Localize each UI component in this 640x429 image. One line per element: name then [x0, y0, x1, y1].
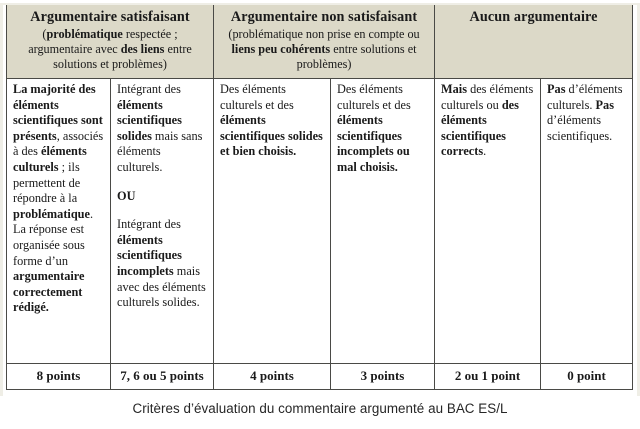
header-cell-argumentaire-satisfaisant — [7, 4, 214, 79]
criteria-table — [6, 3, 633, 390]
cell-paragraph: Pas d’éléments culturels. Pas d’éléments scientifiques. — [547, 81, 623, 143]
header-subtitle: (problématique respectée ; argumentaire avec des liens entre solutions et problèmes) — [28, 27, 192, 72]
table-body-row — [7, 78, 633, 363]
points-cell-1: 8 points — [7, 363, 111, 390]
criteria-cell-4 — [331, 78, 435, 363]
header-title: Argumentaire satisfaisant — [30, 9, 190, 25]
figure-caption: Critères d’évaluation du commentaire argumenté au BAC ES/L — [132, 401, 508, 416]
points-cell-3: 4 points — [214, 363, 331, 390]
table-points-row — [7, 363, 633, 390]
table-header-row — [7, 4, 633, 79]
cell-paragraph: Des éléments culturels et des éléments scientifiques incomplets ou mal choisis. — [337, 81, 411, 174]
cell-paragraph: OU — [117, 188, 136, 203]
evaluation-criteria-figure — [0, 3, 640, 429]
criteria-cell-5 — [435, 78, 541, 363]
cell-paragraph: Des éléments culturels et des éléments scientifiques solides et bien choisis. — [220, 81, 323, 159]
cell-paragraph: Intégrant des éléments scientifiques incomplets mais avec des éléments culturels solides. — [117, 217, 206, 310]
criteria-cell-1 — [7, 78, 111, 363]
cell-paragraph: La majorité des éléments scientifiques sont présents, associés à des éléments culturels ; ils permettent de répondre à la problématique. La réponse est organisée sous forme d’un argumentaire correctement rédigé. — [13, 81, 104, 315]
header-cell-argumentaire-non-satisfaisant — [214, 4, 435, 79]
points-cell-4: 3 points — [331, 363, 435, 390]
criteria-cell-6 — [541, 78, 633, 363]
header-subtitle: (problématique non prise en compte ou liens peu cohérents entre solutions et problèmes) — [228, 27, 420, 72]
points-cell-2: 7, 6 ou 5 points — [111, 363, 214, 390]
criteria-cell-3 — [214, 78, 331, 363]
cell-paragraph: Intégrant des éléments scientifiques solides mais sans éléments culturels. — [117, 81, 203, 174]
header-title: Aucun argumentaire — [469, 9, 598, 25]
header-cell-aucun-argumentaire — [435, 4, 633, 79]
header-title: Argumentaire non satisfaisant — [230, 9, 418, 25]
criteria-cell-2 — [111, 78, 214, 363]
cell-paragraph: Mais des éléments culturels ou des éléments scientifiques corrects. — [441, 81, 534, 159]
points-cell-5: 2 ou 1 point — [435, 363, 541, 390]
points-cell-6: 0 point — [541, 363, 633, 390]
